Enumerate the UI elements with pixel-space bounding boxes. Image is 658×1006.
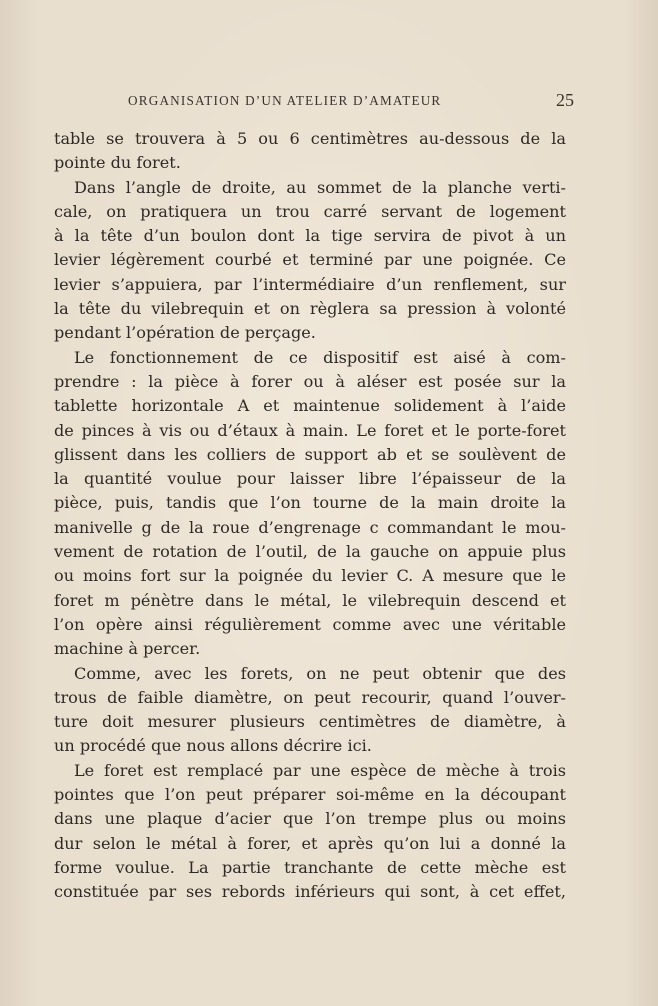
text-line: prendre : la pièce à forer ou à aléser est posée sur la bbox=[54, 371, 566, 391]
paragraph bbox=[54, 662, 566, 759]
text-line: table se trouvera à 5 ou 6 centimètres au-dessous de la bbox=[54, 129, 566, 148]
text-line: Comme, avec les forets, on ne peut obtenir que des bbox=[74, 663, 566, 683]
paragraph bbox=[54, 346, 566, 662]
text-line: la quantité voulue pour laisser libre l’épaisseur de la bbox=[54, 469, 566, 489]
page-body bbox=[54, 127, 566, 905]
text-line: l’on opère ainsi régulièrement comme avec une véritable bbox=[54, 614, 566, 634]
text-line: Le foret est remplacé par une espèce de mèche à trois bbox=[74, 760, 566, 780]
text-line: pièce, puis, tandis que l’on tourne de la main droite la bbox=[54, 493, 566, 513]
text-line: constituée par ses rebords inférieurs qui sont, à cet effet, bbox=[54, 882, 566, 902]
text-line: manivelle g de la roue d’engrenage c commandant le mou- bbox=[54, 517, 566, 537]
text-line: ture doit mesurer plusieurs centimètres de diamètre, à bbox=[54, 712, 566, 732]
text-line: glissent dans les colliers de support ab et se soulèvent de bbox=[54, 444, 566, 464]
text-line: cale, on pratiquera un trou carré servant de logement bbox=[54, 201, 566, 221]
paragraph bbox=[54, 127, 566, 176]
text-line: ou moins fort sur la poignée du levier C. A mesure que le bbox=[54, 566, 566, 586]
text-line: Dans l’angle de droite, au sommet de la planche verti- bbox=[74, 177, 566, 197]
text-line: levier légèrement courbé et terminé par une poignée. Ce bbox=[54, 250, 566, 270]
text-line: un procédé que nous allons décrire ici. bbox=[54, 736, 372, 756]
text-line: à la tête d’un boulon dont la tige servira de pivot à un bbox=[54, 226, 566, 246]
page-header bbox=[128, 90, 574, 110]
text-line: vement de rotation de l’outil, de la gauche on appuie plus bbox=[54, 542, 566, 562]
text-line: pendant l’opération de perçage. bbox=[54, 323, 316, 343]
text-line: foret m pénètre dans le métal, le vilebrequin descend et bbox=[54, 590, 566, 610]
text-line: forme voulue. La partie tranchante de cette mèche est bbox=[54, 857, 566, 877]
page-number: 25 bbox=[556, 90, 574, 110]
paragraph bbox=[54, 176, 566, 346]
text-line: dans une plaque d’acier que l’on trempe plus ou moins bbox=[54, 809, 566, 829]
text-line: de pinces à vis ou d’étaux à main. Le foret et le porte-foret bbox=[54, 420, 566, 440]
text-line: dur selon le métal à forer, et après qu’on lui a donné la bbox=[54, 833, 566, 853]
text-line: Le fonctionnement de ce dispositif est aisé à com- bbox=[74, 347, 566, 367]
text-line: pointe du foret. bbox=[54, 153, 181, 173]
text-line: tablette horizontale A et maintenue solidement à l’aide bbox=[54, 396, 566, 416]
text-line: machine à percer. bbox=[54, 639, 201, 659]
text-line: levier s’appuiera, par l’intermédiaire d’un renflement, sur bbox=[54, 274, 566, 294]
text-line: trous de faible diamètre, on peut recourir, quand l’ouver- bbox=[54, 687, 566, 707]
paragraph bbox=[54, 759, 566, 905]
text-line: la tête du vilebrequin et on règlera sa pression à volonté bbox=[54, 299, 566, 319]
running-title: ORGANISATION D’UN ATELIER D’AMATEUR bbox=[128, 93, 442, 108]
text-line: pointes que l’on peut préparer soi-même en la découpant bbox=[54, 785, 566, 805]
